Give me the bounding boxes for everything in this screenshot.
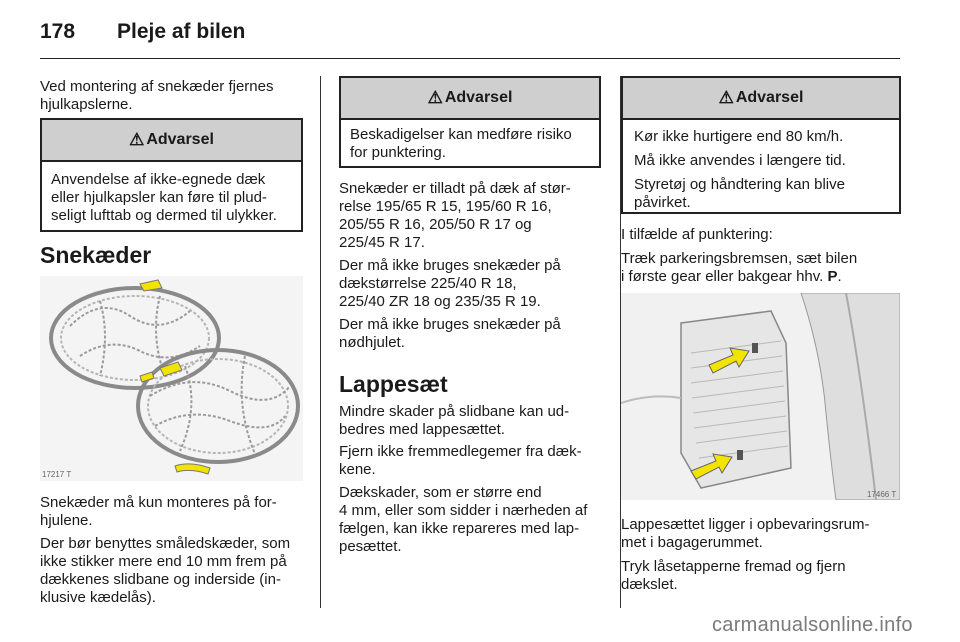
page-number: 178 bbox=[40, 20, 76, 43]
paragraph: Træk parkeringsbremsen, sæt bilen i første gear eller bakgear hhv. P. bbox=[621, 250, 858, 285]
warning-header: ⚠ Advarsel bbox=[42, 120, 301, 162]
warning-header: ⚠ Advarsel bbox=[623, 78, 899, 120]
paragraph: I tilfælde af punktering: bbox=[621, 226, 773, 243]
paragraph: Der må ikke bruges snekæder på nødhjulet. bbox=[339, 316, 561, 351]
warning-header: ⚠ Advarsel bbox=[341, 78, 599, 120]
intro-paragraph: Ved montering af snekæder fjernes hjulkapslerne. bbox=[40, 78, 274, 113]
paragraph: Mindre skader på slidbane kan ud- bedres med lappesættet. bbox=[339, 403, 570, 438]
page-title: Pleje af bilen bbox=[117, 20, 246, 43]
snow-chains-figure bbox=[40, 276, 303, 481]
column-divider bbox=[320, 76, 321, 608]
snow-chains-illustration bbox=[40, 276, 303, 481]
header-rule bbox=[40, 58, 900, 59]
warning-text: Anvendelse af ikke-egnede dæk eller hjulkapsler kan føre til plud- seligt lufttab og dermed til ulykker. bbox=[51, 171, 277, 224]
warning-triangle-icon: ⚠ bbox=[718, 88, 734, 107]
paragraph: Fjern ikke fremmedlegemer fra dæk- kene. bbox=[339, 443, 582, 478]
watermark: carmanualsonline.info bbox=[712, 614, 913, 636]
warning-text: Kør ikke hurtigere end 80 km/h. Må ikke anvendes i længere tid. Styretøj og håndtering kan blive påvirket. bbox=[634, 128, 846, 211]
section-heading-snowchains: Snekæder bbox=[40, 242, 152, 268]
paragraph: Dækskader, som er større end 4 mm, eller som sidder i nærheden af fælgen, kan ikke repareres med lap- pesættet. bbox=[339, 484, 588, 555]
paragraph: Tryk låsetapperne fremad og fjern dækslet. bbox=[621, 558, 846, 593]
warning-box bbox=[339, 76, 601, 168]
figure-code: 17217 T bbox=[42, 470, 72, 479]
warning-text: Beskadigelser kan medføre risiko for punktering. bbox=[350, 126, 572, 161]
figure-code: 17466 T bbox=[867, 490, 897, 499]
paragraph: Der må ikke bruges snekæder på dækstørrelse 225/40 R 18, 225/40 ZR 18 og 235/35 R 19. bbox=[339, 257, 561, 310]
warning-box bbox=[621, 76, 901, 214]
paragraph: Snekæder er tilladt på dæk af stør- relse 195/65 R 15, 195/60 R 16, 205/55 R 16, 205/50 R 17 og 225/45 R 17. bbox=[339, 180, 571, 251]
warning-box bbox=[40, 118, 303, 232]
paragraph: Snekæder må kun monteres på for- hjulene. bbox=[40, 494, 277, 529]
warning-triangle-icon: ⚠ bbox=[129, 130, 145, 149]
luggage-compartment-illustration bbox=[621, 293, 900, 500]
repair-kit-figure bbox=[621, 293, 900, 500]
section-heading-repair-kit: Lappesæt bbox=[339, 371, 448, 397]
paragraph: Der bør benyttes småledskæder, som ikke stikker mere end 10 mm frem på dækkenes slidbane og inderside (in- klusive kædelås). bbox=[40, 535, 291, 606]
paragraph: Lappesættet ligger i opbevaringsrum- met i bagagerummet. bbox=[621, 516, 870, 551]
warning-triangle-icon: ⚠ bbox=[427, 88, 443, 107]
